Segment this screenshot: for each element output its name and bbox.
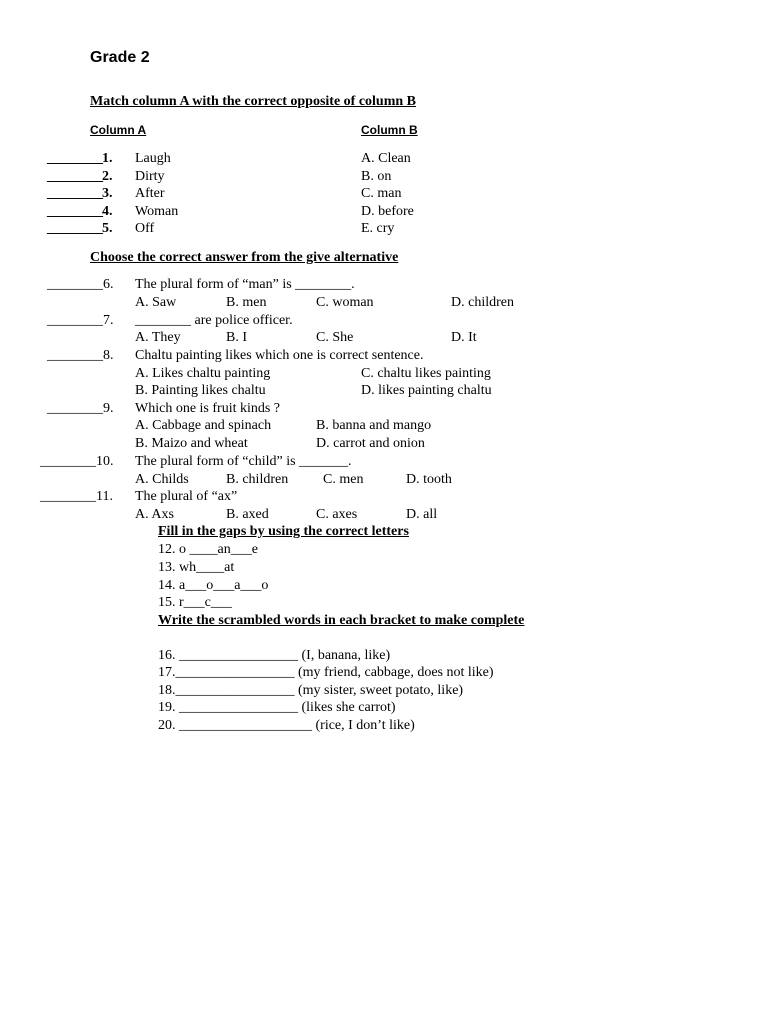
question-prefix[interactable]: ________8. — [47, 348, 114, 363]
option: B. I — [226, 330, 247, 345]
option: C. men — [323, 472, 364, 487]
option: C. She — [316, 330, 354, 345]
question-prefix[interactable]: ________9. — [47, 401, 114, 416]
column-b-item: E. cry — [361, 221, 395, 236]
scrambled-item: 17._________________ (my friend, cabbage, does not like) — [158, 665, 494, 680]
fill-gap-item: 13. wh____at — [158, 560, 235, 575]
item-number: 2. — [102, 169, 113, 184]
option: A. Likes chaltu painting — [135, 366, 271, 381]
column-a-item: Laugh — [135, 151, 171, 166]
item-number: 5. — [102, 221, 113, 236]
option: A. Axs — [135, 507, 174, 522]
question-prefix[interactable]: ________10. — [40, 454, 114, 469]
question-text: Which one is fruit kinds ? — [135, 401, 281, 416]
column-a-item: After — [135, 186, 165, 201]
scrambled-item: 20. ___________________ (rice, I don’t like) — [158, 718, 415, 733]
option: D. It — [451, 330, 477, 345]
fill-gap-item: 12. o ____an___e — [158, 542, 258, 557]
item-number: 4. — [102, 204, 113, 219]
option: D. all — [406, 507, 438, 522]
option: B. children — [226, 472, 289, 487]
question-text: ________ are police officer. — [135, 313, 293, 328]
column-b-item: D. before — [361, 204, 414, 219]
question-prefix[interactable]: ________7. — [47, 313, 114, 328]
question-text: The plural of “ax” — [135, 489, 238, 504]
answer-blank[interactable]: ________ — [47, 204, 103, 219]
option: A. Saw — [135, 295, 177, 310]
option: D. children — [451, 295, 514, 310]
page-title: Grade 2 — [90, 49, 150, 66]
scrambled-item: 19. _________________ (likes she carrot) — [158, 700, 396, 715]
question-text: Chaltu painting likes which one is correct sentence. — [135, 348, 424, 363]
fill-gap-item: 14. a___o___a___o — [158, 578, 269, 593]
question-prefix[interactable]: ________11. — [40, 489, 113, 504]
question-text: The plural form of “man” is ________. — [135, 277, 355, 292]
option: C. axes — [316, 507, 358, 522]
section-heading-scrambled: Write the scrambled words in each bracket to make complete — [158, 613, 525, 628]
section-heading-fill-gaps: Fill in the gaps by using the correct letters — [158, 524, 409, 539]
question-text: The plural form of “child” is _______. — [135, 454, 352, 469]
option: A. Cabbage and spinach — [135, 418, 272, 433]
option: B. men — [226, 295, 267, 310]
option: B. axed — [226, 507, 269, 522]
section-heading-multiple-choice: Choose the correct answer from the give alternative — [90, 250, 399, 265]
option: D. likes painting chaltu — [361, 383, 492, 398]
option: A. They — [135, 330, 181, 345]
option: B. Painting likes chaltu — [135, 383, 266, 398]
item-number: 3. — [102, 186, 113, 201]
option: D. carrot and onion — [316, 436, 425, 451]
option: C. woman — [316, 295, 374, 310]
column-a-item: Off — [135, 221, 155, 236]
column-a-label: Column A — [90, 123, 147, 137]
question-prefix[interactable]: ________6. — [47, 277, 114, 292]
fill-gap-item: 15. r___c___ — [158, 595, 232, 610]
section-heading-matching: Match column A with the correct opposite of column B — [90, 94, 416, 109]
answer-blank[interactable]: ________ — [47, 221, 103, 236]
option: B. Maizo and wheat — [135, 436, 248, 451]
column-a-item: Dirty — [135, 169, 165, 184]
option: C. chaltu likes painting — [361, 366, 491, 381]
column-b-item: C. man — [361, 186, 402, 201]
answer-blank[interactable]: ________ — [47, 151, 103, 166]
option: B. banna and mango — [316, 418, 432, 433]
column-b-label: Column B — [361, 123, 418, 137]
answer-blank[interactable]: ________ — [47, 169, 103, 184]
column-b-item: A. Clean — [361, 151, 411, 166]
column-a-item: Woman — [135, 204, 179, 219]
scrambled-item: 18._________________ (my sister, sweet potato, like) — [158, 683, 464, 698]
item-number: 1. — [102, 151, 113, 166]
option: A. Childs — [135, 472, 189, 487]
column-b-item: B. on — [361, 169, 392, 184]
scrambled-item: 16. _________________ (I, banana, like) — [158, 648, 391, 663]
option: D. tooth — [406, 472, 452, 487]
answer-blank[interactable]: ________ — [47, 186, 103, 201]
